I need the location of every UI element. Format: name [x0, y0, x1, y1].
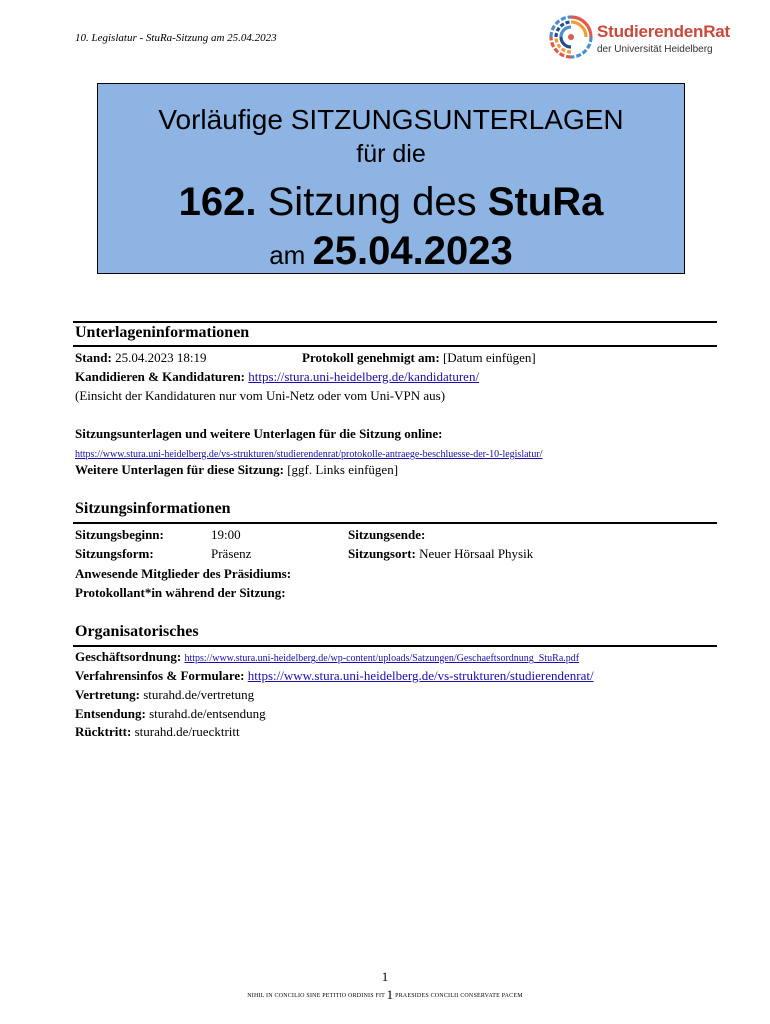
- title-line-2: für die: [356, 140, 426, 168]
- form-label: [75, 546, 154, 562]
- form-label-text: Sitzungsform:: [75, 546, 154, 561]
- session-number: 162.: [178, 180, 257, 224]
- title-line-1: Vorläufige SITZUNGSUNTERLAGEN: [158, 104, 624, 135]
- title-sitzung-des: Sitzung des: [256, 180, 488, 224]
- section-rule-top: [73, 321, 717, 323]
- section-title-orga: Organisatorisches: [75, 623, 199, 640]
- protokollant-label: Protokollant*in während der Sitzung:: [75, 585, 286, 600]
- weitere-value: [ggf. Links einfügen]: [287, 462, 399, 477]
- beginn-label-text: Sitzungsbeginn:: [75, 527, 164, 542]
- praesidium-label: Anwesende Mitglieder des Präsidiums:: [75, 566, 292, 581]
- kandidaturen-row: [75, 369, 479, 385]
- title-stura: StuRa: [487, 180, 604, 224]
- ende-label: Sitzungsende:: [348, 527, 426, 542]
- praesidium-row: [75, 566, 291, 582]
- ort-row: [348, 546, 533, 562]
- entsendung-value: sturahd.de/entsendung: [149, 706, 266, 721]
- vertretung-row: [75, 687, 254, 703]
- section-rule-bottom: [73, 345, 717, 347]
- weitere-label: Weitere Unterlagen für diese Sitzung:: [75, 462, 284, 477]
- kandidaturen-link[interactable]: https://stura.uni-heidelberg.de/kandidaturen/: [248, 369, 480, 384]
- entsendung-row: [75, 706, 266, 722]
- kandidaturen-label: Kandidieren & Kandidaturen:: [75, 369, 245, 384]
- fan-logo-icon: [548, 14, 594, 60]
- footer-motto: [0, 987, 770, 1003]
- online-label: [75, 426, 443, 442]
- title-box: [97, 83, 685, 274]
- running-header: 10. Legislatur - StuRa-Sitzung am 25.04.2023: [75, 32, 277, 44]
- form-value: Präsenz: [211, 546, 252, 561]
- online-link[interactable]: https://www.stura.uni-heidelberg.de/vs-strukturen/studierendenrat/protokolle-antraege-beschluesse-der-10-legislatur/: [75, 449, 543, 460]
- verfahren-row: [75, 668, 594, 684]
- section-title-sitzung: Sitzungsinformationen: [75, 500, 231, 517]
- ruecktritt-value: sturahd.de/ruecktritt: [134, 724, 240, 739]
- title-line-4: [98, 229, 684, 274]
- motto-center: 1: [386, 987, 394, 1002]
- stand-row: [75, 350, 206, 366]
- online-link-row: [75, 445, 542, 461]
- section-title-unterlagen: Unterlageninformationen: [75, 324, 250, 341]
- vertretung-value: sturahd.de/vertretung: [143, 687, 255, 702]
- motto-left: NIHIL IN CONCILIO SINE PETITIO ORDINIS FIT: [247, 993, 385, 999]
- beginn-value: 19:00: [211, 527, 241, 542]
- page-number: 1: [381, 969, 389, 984]
- ort-label: Sitzungsort:: [348, 546, 416, 561]
- stand-label: Stand:: [75, 350, 112, 365]
- beginn-label: [75, 527, 164, 543]
- ort-value: Neuer Hörsaal Physik: [419, 546, 534, 561]
- vertretung-label: Vertretung:: [75, 687, 140, 702]
- go-row: [75, 649, 579, 665]
- weitere-row: [75, 462, 398, 478]
- entsendung-label: Entsendung:: [75, 706, 146, 721]
- stand-value: 25.04.2023 18:19: [115, 350, 207, 365]
- logo-name: StudierendenRat: [597, 22, 731, 41]
- section-rule-orga: [73, 645, 717, 647]
- verfahren-link[interactable]: https://www.stura.uni-heidelberg.de/vs-strukturen/studierendenrat/: [247, 668, 594, 683]
- go-link[interactable]: https://www.stura.uni-heidelberg.de/wp-content/uploads/Satzungen/Geschaeftsordnung_StuRa.pdf: [184, 653, 580, 664]
- einsicht-note: (Einsicht der Kandidaturen nur vom Uni-Netz oder vom Uni-VPN aus): [75, 388, 446, 403]
- motto-right: PRAESIDES CONCILII CONSERVATE PACEM: [395, 993, 523, 999]
- stura-logo: [548, 14, 731, 60]
- protokoll-row: [302, 350, 536, 366]
- section-rule-sitzung: [73, 522, 717, 524]
- go-label: Geschäftsordnung:: [75, 649, 182, 664]
- logo-subtitle: der Universität Heidelberg: [597, 44, 713, 55]
- ende-row: [348, 527, 425, 543]
- protokoll-value: [Datum einfügen]: [442, 350, 536, 365]
- ruecktritt-label: Rücktritt:: [75, 724, 132, 739]
- protokoll-label: Protokoll genehmigt am:: [302, 350, 440, 365]
- protokollant-row: [75, 585, 286, 601]
- title-line-3: [98, 180, 684, 225]
- title-am: am: [269, 240, 313, 270]
- verfahren-label: Verfahrensinfos & Formulare:: [75, 668, 245, 683]
- ruecktritt-row: [75, 724, 240, 740]
- session-date: 25.04.2023: [312, 229, 513, 273]
- online-label-text: Sitzungsunterlagen und weitere Unterlagen für die Sitzung online:: [75, 426, 443, 441]
